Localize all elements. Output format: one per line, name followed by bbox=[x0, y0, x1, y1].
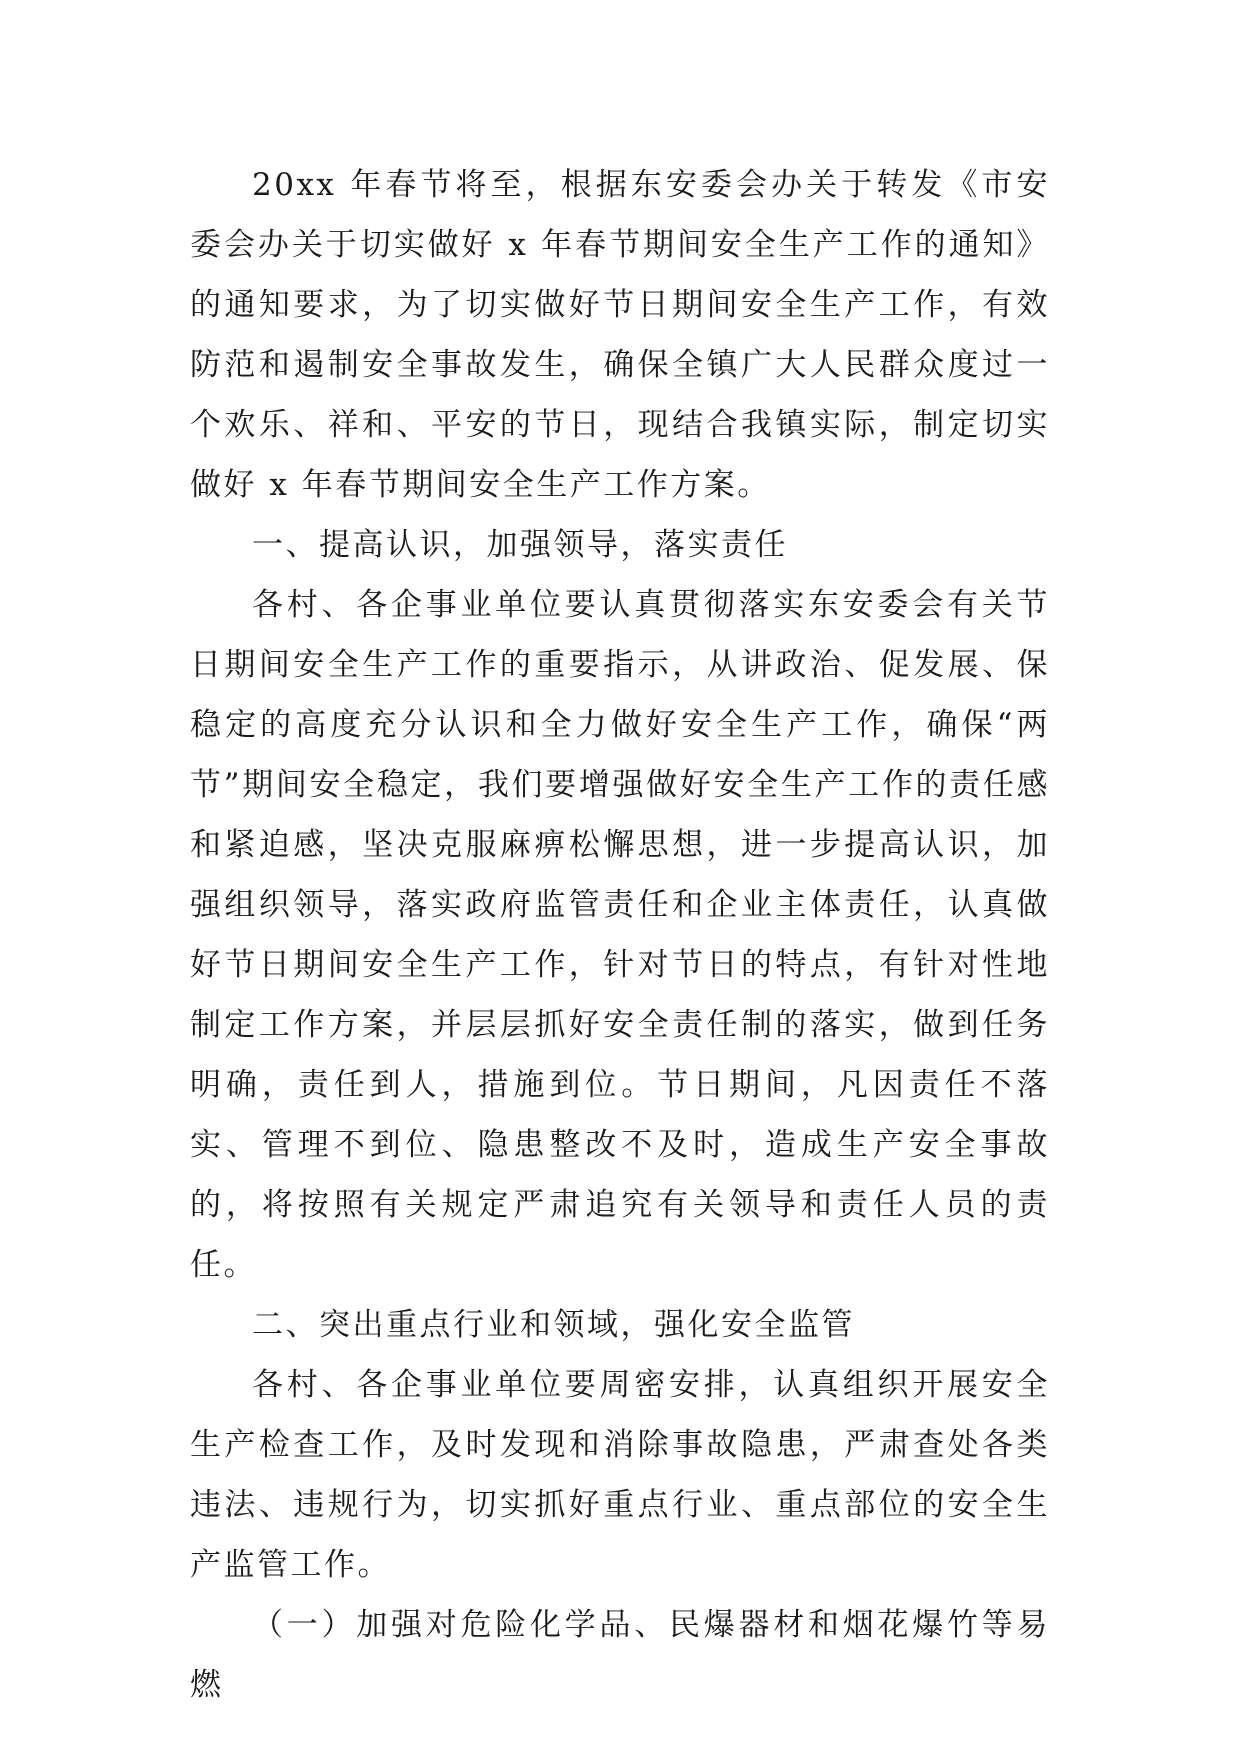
section-heading-2: 二、突出重点行业和领域，强化安全监管 bbox=[252, 1307, 855, 1343]
paragraph-section-2: 各村、各企事业单位要周密安排，认真组织开展安全生产检查工作，及时发现和消除事故隐患，严肃查处各类违法、违规行为，切实抓好重点行业、重点部位的安全生产监管工作。 bbox=[190, 1367, 1050, 1583]
section-heading-1: 一、提高认识，加强领导，落实责任 bbox=[252, 527, 788, 563]
paragraph-intro: 20xx 年春节将至，根据东安委会办关于转发《市安委会办关于切实做好 x 年春节期间安全生产工作的通知》的通知要求，为了切实做好节日期间安全生产工作，有效防范和遏制安全事故发生，确保全镇广大人民群众度过一个欢乐、祥和、平安的节日，现结合我镇实际，制定切实做好 x 年春节期间安全生产工作方案。 bbox=[190, 167, 1050, 503]
subsection-heading-1: （一）加强对危险化学品、民爆器材和烟花爆竹等易燃 bbox=[190, 1607, 1050, 1703]
document-body bbox=[190, 155, 1050, 1715]
paragraph-section-1: 各村、各企事业单位要认真贯彻落实东安委会有关节日期间安全生产工作的重要指示，从讲政治、促发展、保稳定的高度充分认识和全力做好安全生产工作，确保“两节”期间安全稳定，我们要增强做好安全生产工作的责任感和紧迫感，坚决克服麻痹松懈思想，进一步提高认识，加强组织领导，落实政府监管责任和企业主体责任，认真做好节日期间安全生产工作，针对节日的特点，有针对性地制定工作方案，并层层抓好安全责任制的落实，做到任务明确，责任到人，措施到位。节日期间，凡因责任不落实、管理不到位、隐患整改不及时，造成生产安全事故的，将按照有关规定严肃追究有关领导和责任人员的责任。 bbox=[190, 587, 1050, 1283]
